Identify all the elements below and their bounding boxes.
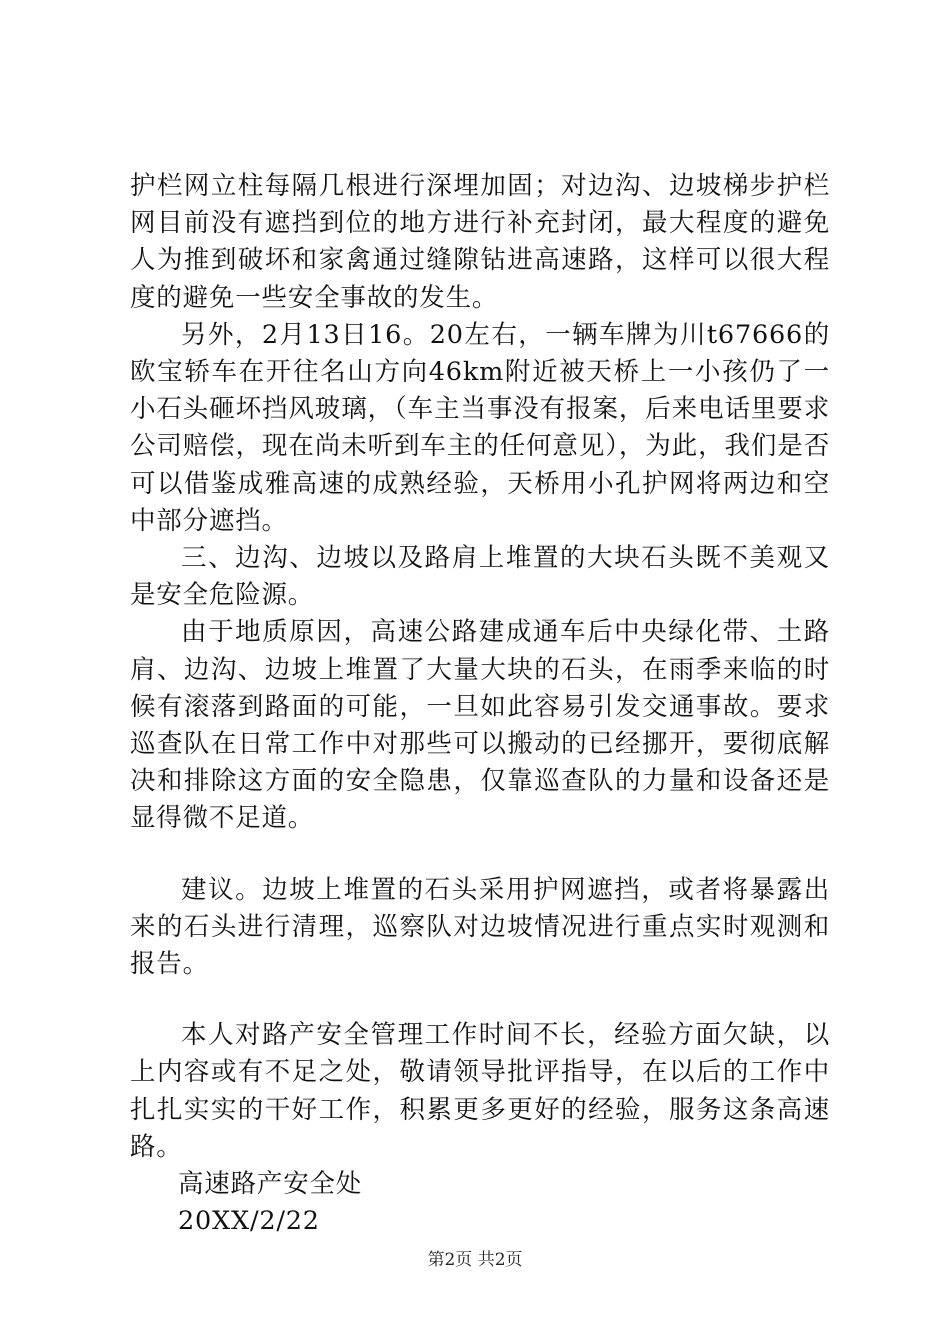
paragraph-suggestion: 建议。边坡上堆置的石头采用护网遮挡，或者将暴露出来的石头进行清理，巡察队对边坡情况进行重点实时观测和报告。	[130, 874, 830, 980]
paragraph-spacer	[130, 838, 830, 872]
paragraph-spacer	[130, 983, 830, 1017]
paragraph-incident: 另外，2月13日16。20左右，一辆车牌为川t67666的欧宝轿车在开往名山方向46km附近被天桥上一小孩仍了一小石头砸坏挡风玻璃，（车主当事没有报案，后来电话里要求公司赔偿，现在尚未听到车主的任何意见），为此，我们是否可以借鉴成雅高速的成熟经验，天桥用小孔护网将两边和空中部分遮挡。	[130, 319, 830, 536]
section-heading-three: 三、边沟、边坡以及路肩上堆置的大块石头既不美观又是安全危险源。	[130, 543, 830, 611]
signature-date: 20XX/2/22	[178, 1206, 320, 1237]
paragraph-geology: 由于地质原因，高速公路建成通车后中央绿化带、土路肩、边沟、边坡上堆置了大量大块的石头，在雨季来临的时候有滚落到路面的可能，一旦如此容易引发交通事故。要求巡查队在日常工作中对那些可以搬动的已经挪开，要彻底解决和排除这方面的安全隐患，仅靠巡查队的力量和设备还是显得微不足道。	[130, 617, 830, 834]
paragraph-closing: 本人对路产安全管理工作时间不长，经验方面欠缺，以上内容或有不足之处，敬请领导批评指导，在以后的工作中扎扎实实的干好工作，积累更多更好的经验，服务这条高速路。	[130, 1020, 830, 1162]
page-footer: 第2页 共2页	[427, 1250, 523, 1270]
document-body	[130, 168, 830, 1240]
paragraph-continuation: 护栏网立柱每隔几根进行深埋加固；对边沟、边坡梯步护栏网目前没有遮挡到位的地方进行补充封闭，最大程度的避免人为推到破坏和家禽通过缝隙钻进高速路，这样可以很大程度的避免一些安全事故的发生。	[130, 171, 830, 313]
signature-department: 高速路产安全处	[178, 1169, 363, 1200]
